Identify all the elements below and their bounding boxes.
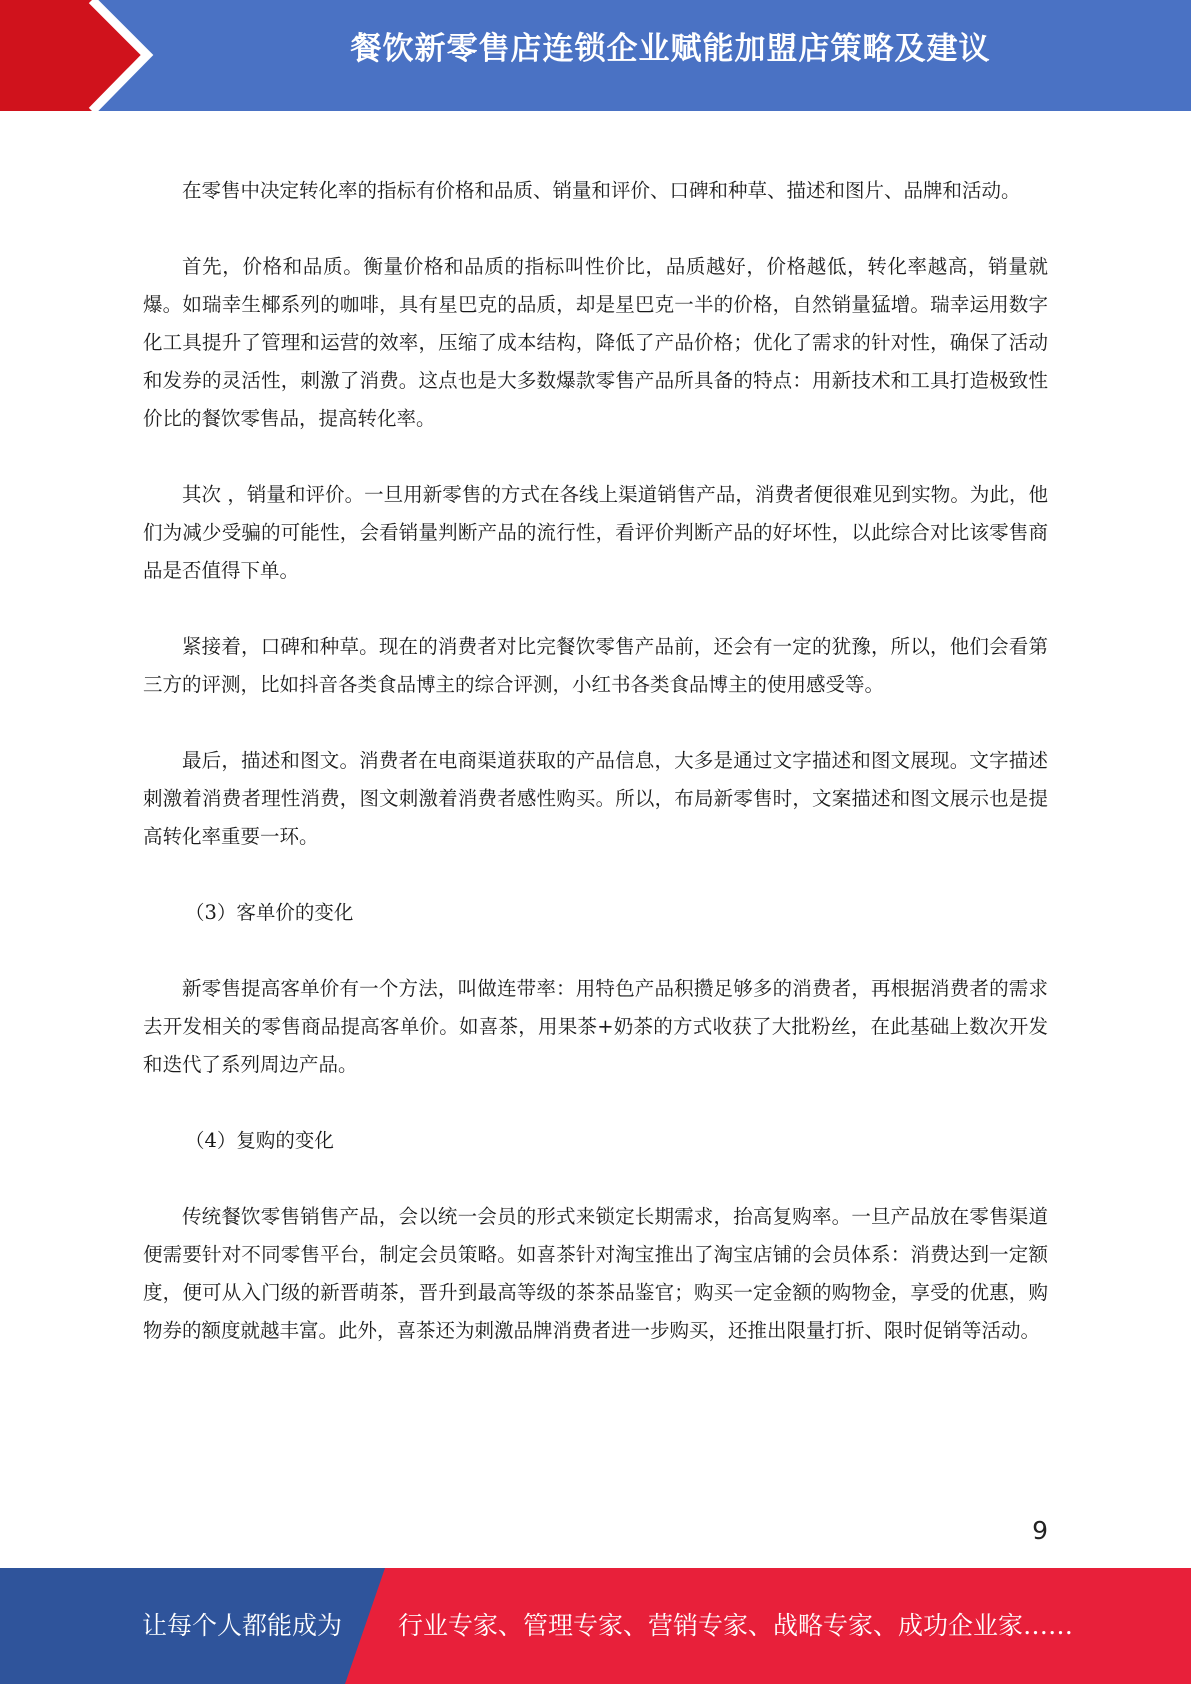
footer-slogan-lead: 让每个人都能成为 [142,1611,343,1640]
paragraph-description-images: 最后，描述和图文。消费者在电商渠道获取的产品信息，大多是通过文字描述和图文展现。文字描述刺激着消费者理性消费，图文刺激着消费者感性购买。所以，布局新零售时，文案描述和图文展示也是提高转化率重要一环。 [143,749,1048,848]
paragraph-repurchase-strategy: 传统餐饮零售销售产品，会以统一会员的形式来锁定长期需求，抬高复购率。一旦产品放在零售渠道便需要针对不同零售平台，制定会员策略。如喜茶针对淘宝推出了淘宝店铺的会员体系：消费达到一定额度，便可从入门级的新晋萌茶，晋升到最高等级的茶茶品鉴官；购买一定金额的购物金，享受的优惠，购物券的额度就越丰富。此外，喜茶还为刺激品牌消费者进一步购买，还推出限量打折、限时促销等活动。 [143,1205,1048,1342]
paragraph-gap [143,704,1048,742]
paragraph-gap [143,438,1048,476]
paragraph-gap [143,932,1048,970]
footer-banner [0,1568,1191,1684]
paragraph-gap [143,856,1048,894]
paragraph-conversion-metrics: 在零售中决定转化率的指标有价格和品质、销量和评价、口碑和种草、描述和图片、品牌和活动。 [182,179,1021,202]
paragraph-gap [143,590,1048,628]
section-heading-repurchase: （4）复购的变化 [185,1129,334,1152]
paragraph-gap [143,1160,1048,1198]
paragraph-gap [143,1084,1048,1122]
body-content [143,172,1048,1350]
document-title: 餐饮新零售店连锁企业赋能加盟店策略及建议 [350,31,991,67]
paragraph-sales-reviews: 其次 ，销量和评价。一旦用新零售的方式在各线上渠道销售产品，消费者便很难见到实物。为此，他们为减少受骗的可能性，会看销量判断产品的流行性，看评价判断产品的好坏性，以此综合对比该零售商品是否值得下单。 [143,483,1048,582]
footer-slogan-roles: 行业专家、管理专家、营销专家、战略专家、成功企业家…… [398,1611,1074,1640]
header-banner [0,0,1191,111]
paragraph-order-value-strategy: 新零售提高客单价有一个方法，叫做连带率：用特色产品积攒足够多的消费者，再根据消费者的需求去开发相关的零售商品提高客单价。如喜茶，用果茶+奶茶的方式收获了大批粉丝，在此基础上数次开发和迭代了系列周边产品。 [143,977,1048,1076]
paragraph-price-quality: 首先，价格和品质。衡量价格和品质的指标叫性价比，品质越好，价格越低，转化率越高，销量就爆。如瑞幸生椰系列的咖啡，具有星巴克的品质，却是星巴克一半的价格，自然销量猛增。瑞幸运用数字化工具提升了管理和运营的效率，压缩了成本结构，降低了产品价格；优化了需求的针对性，确保了活动和发券的灵活性，刺激了消费。这点也是大多数爆款零售产品所具备的特点：用新技术和工具打造极致性价比的餐饮零售品，提高转化率。 [143,255,1048,430]
red-chevron-decoration [0,0,160,111]
paragraph-gap [143,210,1048,248]
paragraph-word-of-mouth: 紧接着，口碑和种草。现在的消费者对比完餐饮零售产品前，还会有一定的犹豫，所以，他们会看第三方的评测，比如抖音各类食品博主的综合评测，小红书各类食品博主的使用感受等。 [143,635,1048,696]
page-number: 9 [1032,1516,1048,1545]
section-heading-average-order-value: （3）客单价的变化 [185,901,354,924]
